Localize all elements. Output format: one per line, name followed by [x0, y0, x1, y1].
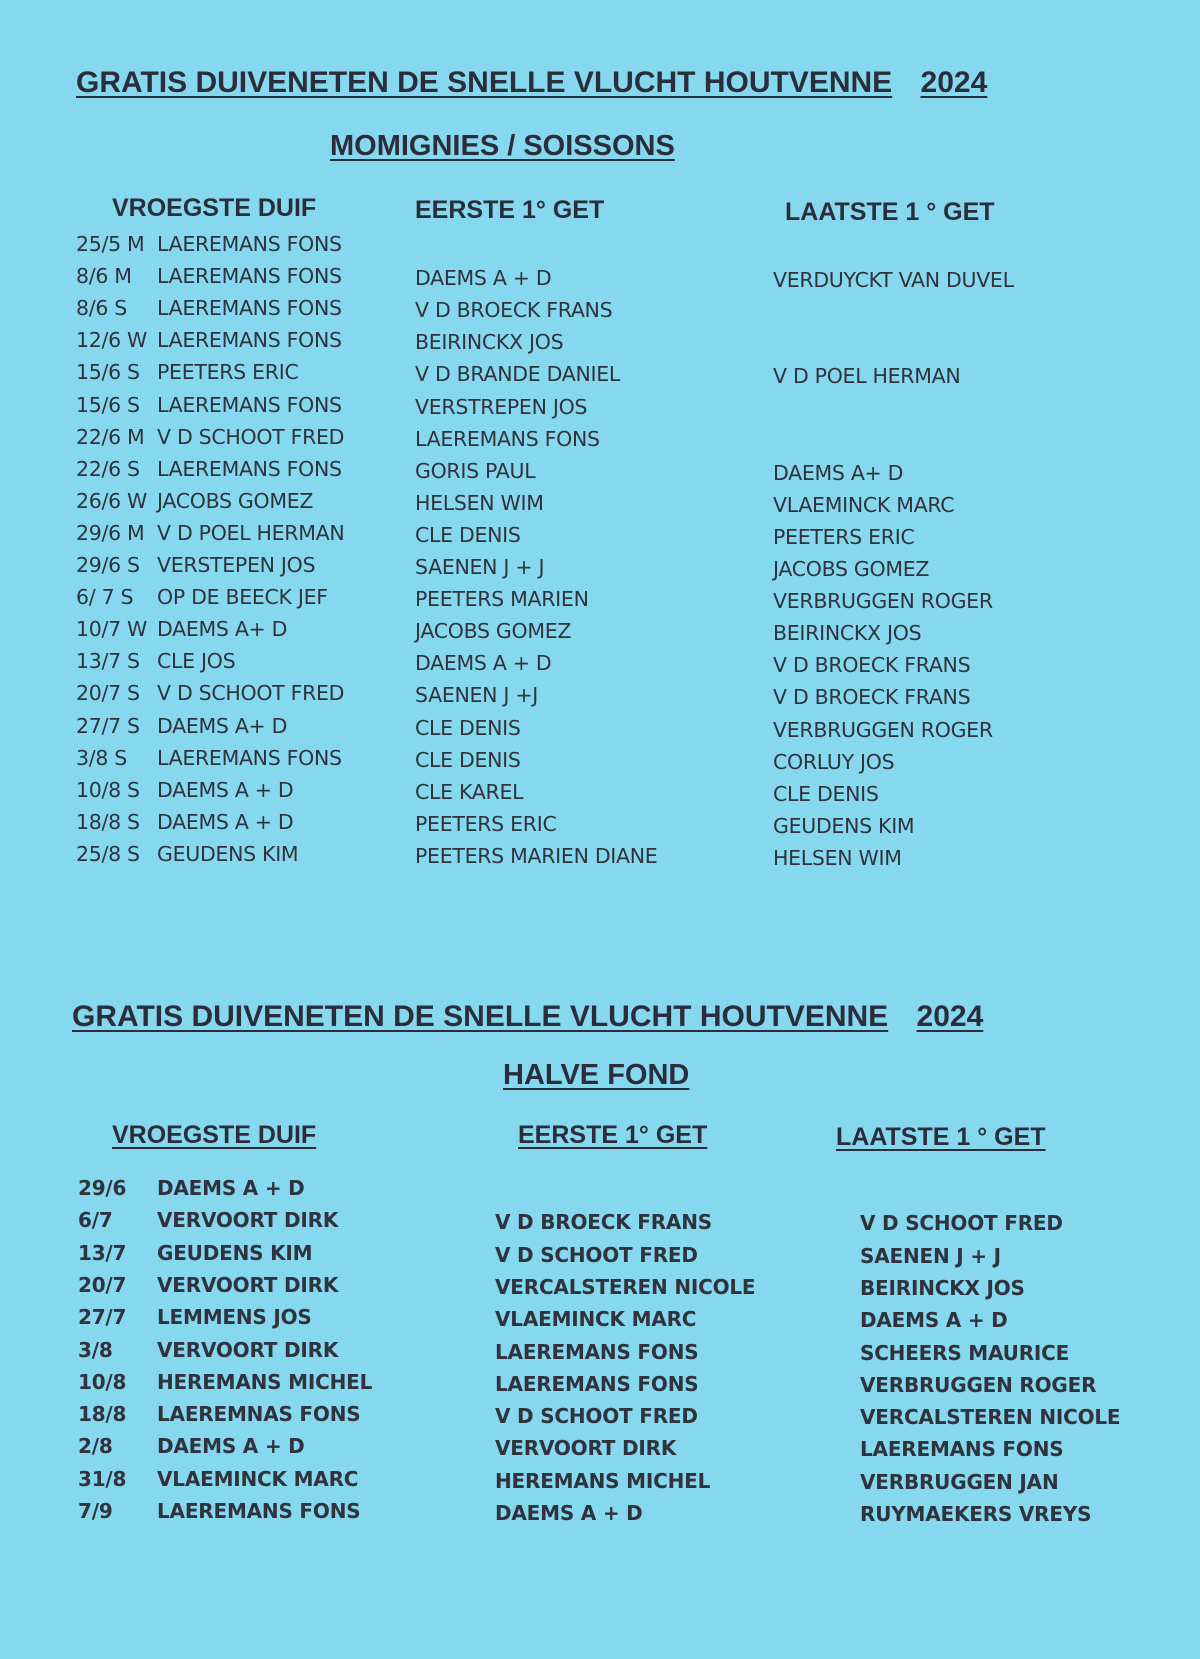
- row-laatste-get: VLAEMINCK MARC: [773, 492, 955, 517]
- section2-title: GRATIS DUIVENETEN DE SNELLE VLUCHT HOUTVENNE: [72, 1000, 889, 1033]
- row-vroegste-duif: DAEMS A + D: [157, 1176, 305, 1200]
- row-vroegste-duif: LAEREMANS FONS: [157, 456, 342, 481]
- section1-title-line: [76, 66, 1076, 100]
- row-vroegste-duif: V D POEL HERMAN: [157, 520, 345, 545]
- row-date: 10/8 S: [76, 777, 140, 802]
- row-date: 6/7: [78, 1208, 113, 1233]
- row-vroegste-duif: HEREMANS MICHEL: [157, 1369, 373, 1394]
- row-date: 18/8: [78, 1402, 127, 1427]
- row-date: 25/5 M: [76, 232, 145, 256]
- row-date: 12/6 W: [76, 328, 148, 353]
- row-vroegste-duif: V D SCHOOT FRED: [157, 681, 345, 706]
- row-date: 3/8 S: [76, 745, 128, 770]
- row-vroegste-duif: LAEREMANS FONS: [157, 232, 342, 256]
- row-date: 20/7 S: [76, 681, 140, 706]
- row-vroegste-duif: DAEMS A + D: [157, 809, 294, 834]
- row-laatste-get: SCHEERS MAURICE: [860, 1340, 1070, 1365]
- row-laatste-get: GEUDENS KIM: [773, 813, 915, 838]
- row-eerste-get: PEETERS ERIC: [415, 811, 557, 836]
- row-vroegste-duif: GEUDENS KIM: [157, 1240, 313, 1265]
- row-vroegste-duif: DAEMS A + D: [157, 777, 294, 802]
- row-eerste-get: DAEMS A + D: [415, 651, 552, 676]
- row-eerste-get: BEIRINCKX JOS: [415, 330, 564, 355]
- row-eerste-get: LAEREMANS FONS: [495, 1371, 699, 1396]
- row-eerste-get: VLAEMINCK MARC: [495, 1307, 697, 1332]
- row-date: 27/7 S: [76, 713, 140, 738]
- row-laatste-get: VERDUYCKT VAN DUVEL: [773, 268, 1014, 293]
- section2-title-line: [72, 1000, 1072, 1034]
- row-date: 7/9: [78, 1499, 113, 1523]
- row-laatste-get: SAENEN J + J: [860, 1243, 1001, 1268]
- row-laatste-get: CORLUY JOS: [773, 749, 895, 774]
- section2-header-laatste: LAATSTE 1 ° GET: [836, 1123, 1046, 1151]
- section2-header-eerste: EERSTE 1° GET: [518, 1121, 708, 1149]
- row-laatste-get: V D BROECK FRANS: [773, 685, 971, 710]
- section1-header-eerste: EERSTE 1° GET: [415, 196, 605, 224]
- row-eerste-get: CLE KAREL: [415, 779, 524, 804]
- section1-header-vroegste: VROEGSTE DUIF: [112, 194, 317, 222]
- row-laatste-get: RUYMAEKERS VREYS: [860, 1502, 1092, 1526]
- row-eerste-get: CLE DENIS: [415, 522, 521, 547]
- row-date: 13/7 S: [76, 649, 140, 674]
- row-date: 18/8 S: [76, 809, 140, 834]
- row-laatste-get: V D BROECK FRANS: [773, 653, 971, 678]
- row-vroegste-duif: LAEREMANS FONS: [157, 392, 342, 417]
- row-date: 6/ 7 S: [76, 585, 134, 610]
- row-laatste-get: DAEMS A+ D: [773, 460, 904, 485]
- row-date: 3/8: [78, 1337, 113, 1362]
- row-laatste-get: VERBRUGGEN JAN: [860, 1469, 1059, 1494]
- row-date: 8/6 S: [76, 296, 128, 321]
- row-eerste-get: CLE DENIS: [415, 715, 521, 740]
- row-laatste-get: VERBRUGGEN ROGER: [773, 717, 993, 742]
- row-eerste-get: V D BROECK FRANS: [415, 298, 613, 323]
- row-laatste-get: PEETERS ERIC: [773, 524, 915, 549]
- row-laatste-get: BEIRINCKX JOS: [860, 1275, 1025, 1300]
- row-eerste-get: PEETERS MARIEN DIANE: [415, 843, 658, 868]
- row-laatste-get: V D POEL HERMAN: [773, 364, 961, 389]
- row-vroegste-duif: VERSTEPEN JOS: [157, 553, 316, 577]
- row-eerste-get: LAEREMANS FONS: [415, 426, 600, 451]
- row-vroegste-duif: VERVOORT DIRK: [157, 1337, 339, 1362]
- row-vroegste-duif: LAEREMANS FONS: [157, 296, 342, 321]
- row-vroegste-duif: DAEMS A+ D: [157, 617, 288, 642]
- section1-header-laatste: LAATSTE 1 ° GET: [785, 198, 995, 226]
- row-vroegste-duif: JACOBS GOMEZ: [157, 488, 314, 513]
- row-vroegste-duif: LAEREMANS FONS: [157, 745, 342, 770]
- row-date: 10/7 W: [76, 617, 148, 642]
- row-eerste-get: SAENEN J + J: [415, 555, 545, 579]
- row-date: 29/6 M: [76, 520, 145, 545]
- row-vroegste-duif: LAEREMNAS FONS: [157, 1402, 361, 1427]
- row-date: 22/6 M: [76, 424, 145, 449]
- row-eerste-get: V D SCHOOT FRED: [495, 1242, 698, 1267]
- section2-header-vroegste: VROEGSTE DUIF: [112, 1121, 317, 1149]
- row-vroegste-duif: DAEMS A + D: [157, 1434, 305, 1459]
- row-vroegste-duif: VLAEMINCK MARC: [157, 1466, 359, 1491]
- section2-subtitle: HALVE FOND: [503, 1059, 690, 1091]
- row-vroegste-duif: LAEREMANS FONS: [157, 264, 342, 289]
- row-vroegste-duif: LEMMENS JOS: [157, 1305, 312, 1330]
- row-date: 26/6 W: [76, 488, 148, 513]
- row-vroegste-duif: V D SCHOOT FRED: [157, 424, 345, 449]
- row-date: 25/8 S: [76, 841, 140, 866]
- row-date: 13/7: [78, 1240, 127, 1265]
- row-date: 29/6: [78, 1176, 127, 1200]
- row-laatste-get: V D SCHOOT FRED: [860, 1211, 1063, 1236]
- row-eerste-get: DAEMS A + D: [415, 266, 552, 291]
- row-vroegste-duif: LAEREMANS FONS: [157, 1499, 361, 1523]
- row-date: 10/8: [78, 1369, 127, 1394]
- row-eerste-get: V D SCHOOT FRED: [495, 1404, 698, 1429]
- row-eerste-get: HEREMANS MICHEL: [495, 1468, 711, 1493]
- row-eerste-get: SAENEN J +J: [415, 683, 538, 708]
- row-laatste-get: HELSEN WIM: [773, 845, 902, 870]
- section1-subtitle: MOMIGNIES / SOISSONS: [330, 130, 675, 162]
- row-eerste-get: V D BRANDE DANIEL: [415, 362, 621, 387]
- row-date: 22/6 S: [76, 456, 140, 481]
- row-vroegste-duif: VERVOORT DIRK: [157, 1272, 339, 1297]
- row-date: 27/7: [78, 1305, 127, 1330]
- row-laatste-get: VERCALSTEREN NICOLE: [860, 1405, 1121, 1430]
- row-vroegste-duif: VERVOORT DIRK: [157, 1208, 339, 1233]
- row-eerste-get: VERCALSTEREN NICOLE: [495, 1274, 756, 1299]
- row-eerste-get: CLE DENIS: [415, 747, 521, 772]
- row-date: 15/6 S: [76, 360, 140, 385]
- section1-title: GRATIS DUIVENETEN DE SNELLE VLUCHT HOUTVENNE: [76, 66, 893, 99]
- row-eerste-get: VERSTREPEN JOS: [415, 394, 588, 419]
- row-laatste-get: LAEREMANS FONS: [860, 1437, 1064, 1462]
- row-vroegste-duif: OP DE BEECK JEF: [157, 585, 328, 610]
- row-date: 20/7: [78, 1272, 127, 1297]
- row-vroegste-duif: GEUDENS KIM: [157, 841, 299, 866]
- row-eerste-get: JACOBS GOMEZ: [415, 619, 572, 644]
- row-eerste-get: V D BROECK FRANS: [495, 1210, 712, 1235]
- row-laatste-get: VERBRUGGEN ROGER: [773, 589, 993, 614]
- row-eerste-get: HELSEN WIM: [415, 490, 544, 515]
- row-laatste-get: JACOBS GOMEZ: [773, 557, 930, 581]
- row-date: 31/8: [78, 1466, 127, 1491]
- row-laatste-get: VERBRUGGEN ROGER: [860, 1372, 1097, 1397]
- row-date: 8/6 M: [76, 264, 132, 289]
- row-eerste-get: LAEREMANS FONS: [495, 1339, 699, 1364]
- row-eerste-get: DAEMS A + D: [495, 1501, 643, 1525]
- row-vroegste-duif: PEETERS ERIC: [157, 360, 299, 385]
- row-vroegste-duif: LAEREMANS FONS: [157, 328, 342, 353]
- row-laatste-get: DAEMS A + D: [860, 1308, 1008, 1333]
- row-laatste-get: CLE DENIS: [773, 781, 879, 806]
- section1-year: 2024: [920, 66, 988, 99]
- section2-year: 2024: [916, 1000, 984, 1033]
- row-date: 15/6 S: [76, 392, 140, 417]
- row-date: 2/8: [78, 1434, 113, 1459]
- row-eerste-get: GORIS PAUL: [415, 458, 536, 483]
- row-eerste-get: PEETERS MARIEN: [415, 587, 589, 612]
- row-vroegste-duif: DAEMS A+ D: [157, 713, 288, 738]
- row-laatste-get: BEIRINCKX JOS: [773, 621, 922, 646]
- row-eerste-get: VERVOORT DIRK: [495, 1436, 677, 1461]
- row-vroegste-duif: CLE JOS: [157, 649, 236, 674]
- row-date: 29/6 S: [76, 553, 140, 577]
